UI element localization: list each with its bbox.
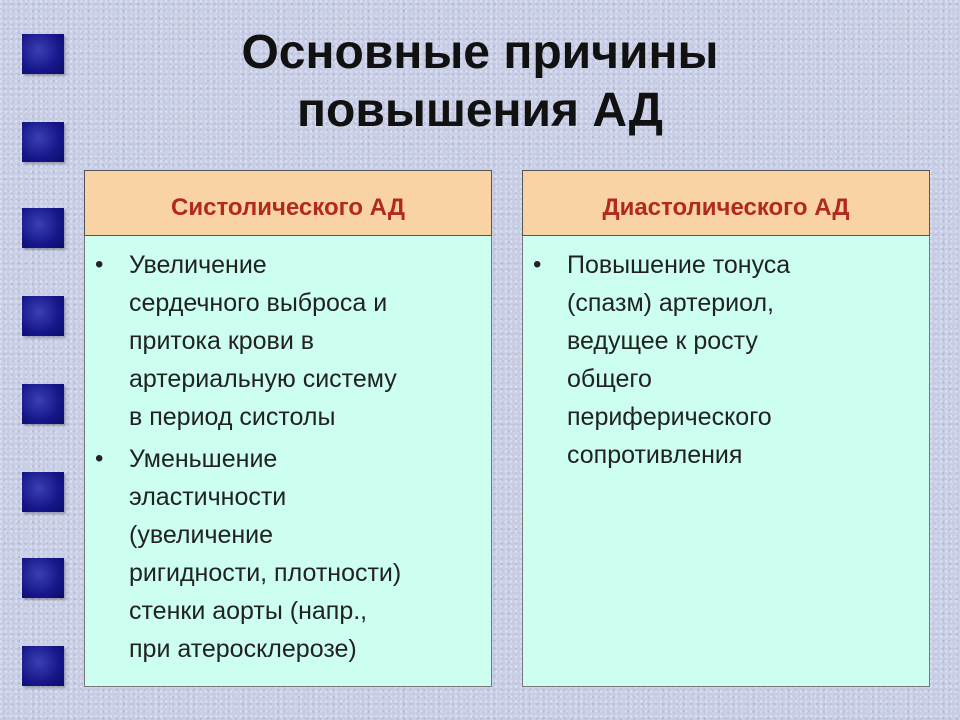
- decorative-square-bullets: [22, 0, 66, 720]
- text-line: при атеросклерозе): [129, 635, 357, 663]
- text-line: общего: [567, 365, 652, 393]
- text-line: ригидности, плотности): [129, 559, 402, 587]
- text-line: периферического: [567, 403, 772, 431]
- text-line: Повышение тонуса: [567, 251, 791, 279]
- text-line: сопротивления: [567, 441, 743, 469]
- text-line: Уменьшение: [129, 445, 278, 473]
- square-bullet-icon: [22, 34, 64, 74]
- text-line: сердечного выброса и: [129, 289, 388, 317]
- diastolic-header: Диастолического АД: [522, 170, 930, 236]
- list-item: [95, 440, 481, 668]
- text-line: в период систолы: [129, 403, 336, 431]
- text-line: притока крови в: [129, 327, 315, 355]
- square-bullet-icon: [22, 208, 64, 248]
- bullet-dot-icon: •: [95, 445, 104, 472]
- title-line-2: повышения АД: [297, 84, 663, 137]
- systolic-list: [84, 236, 492, 687]
- list-item: [95, 246, 481, 436]
- list-item-text: [567, 246, 790, 474]
- bullet-dot-icon: •: [533, 251, 542, 278]
- systolic-column: [84, 170, 492, 687]
- bullet-dot-icon: •: [95, 251, 104, 278]
- title-line-1: Основные причины: [241, 26, 719, 79]
- square-bullet-icon: [22, 122, 64, 162]
- text-line: (увеличение: [129, 521, 274, 549]
- text-line: Увеличение: [129, 251, 267, 279]
- text-line: (спазм) артериол,: [567, 289, 774, 317]
- square-bullet-icon: [22, 646, 64, 686]
- square-bullet-icon: [22, 558, 64, 598]
- text-line: стенки аорты (напр.,: [129, 597, 368, 625]
- list-item-text: [129, 440, 401, 668]
- diastolic-list: [522, 236, 930, 687]
- list-item: [533, 246, 919, 474]
- slide-title: [100, 24, 860, 140]
- square-bullet-icon: [22, 296, 64, 336]
- diastolic-column: [522, 170, 930, 687]
- text-line: артериальную систему: [129, 365, 397, 393]
- square-bullet-icon: [22, 384, 64, 424]
- list-item-text: [129, 246, 397, 436]
- text-line: эластичности: [129, 483, 287, 511]
- systolic-header: Систолического АД: [84, 170, 492, 236]
- text-line: ведущее к росту: [567, 327, 758, 355]
- square-bullet-icon: [22, 472, 64, 512]
